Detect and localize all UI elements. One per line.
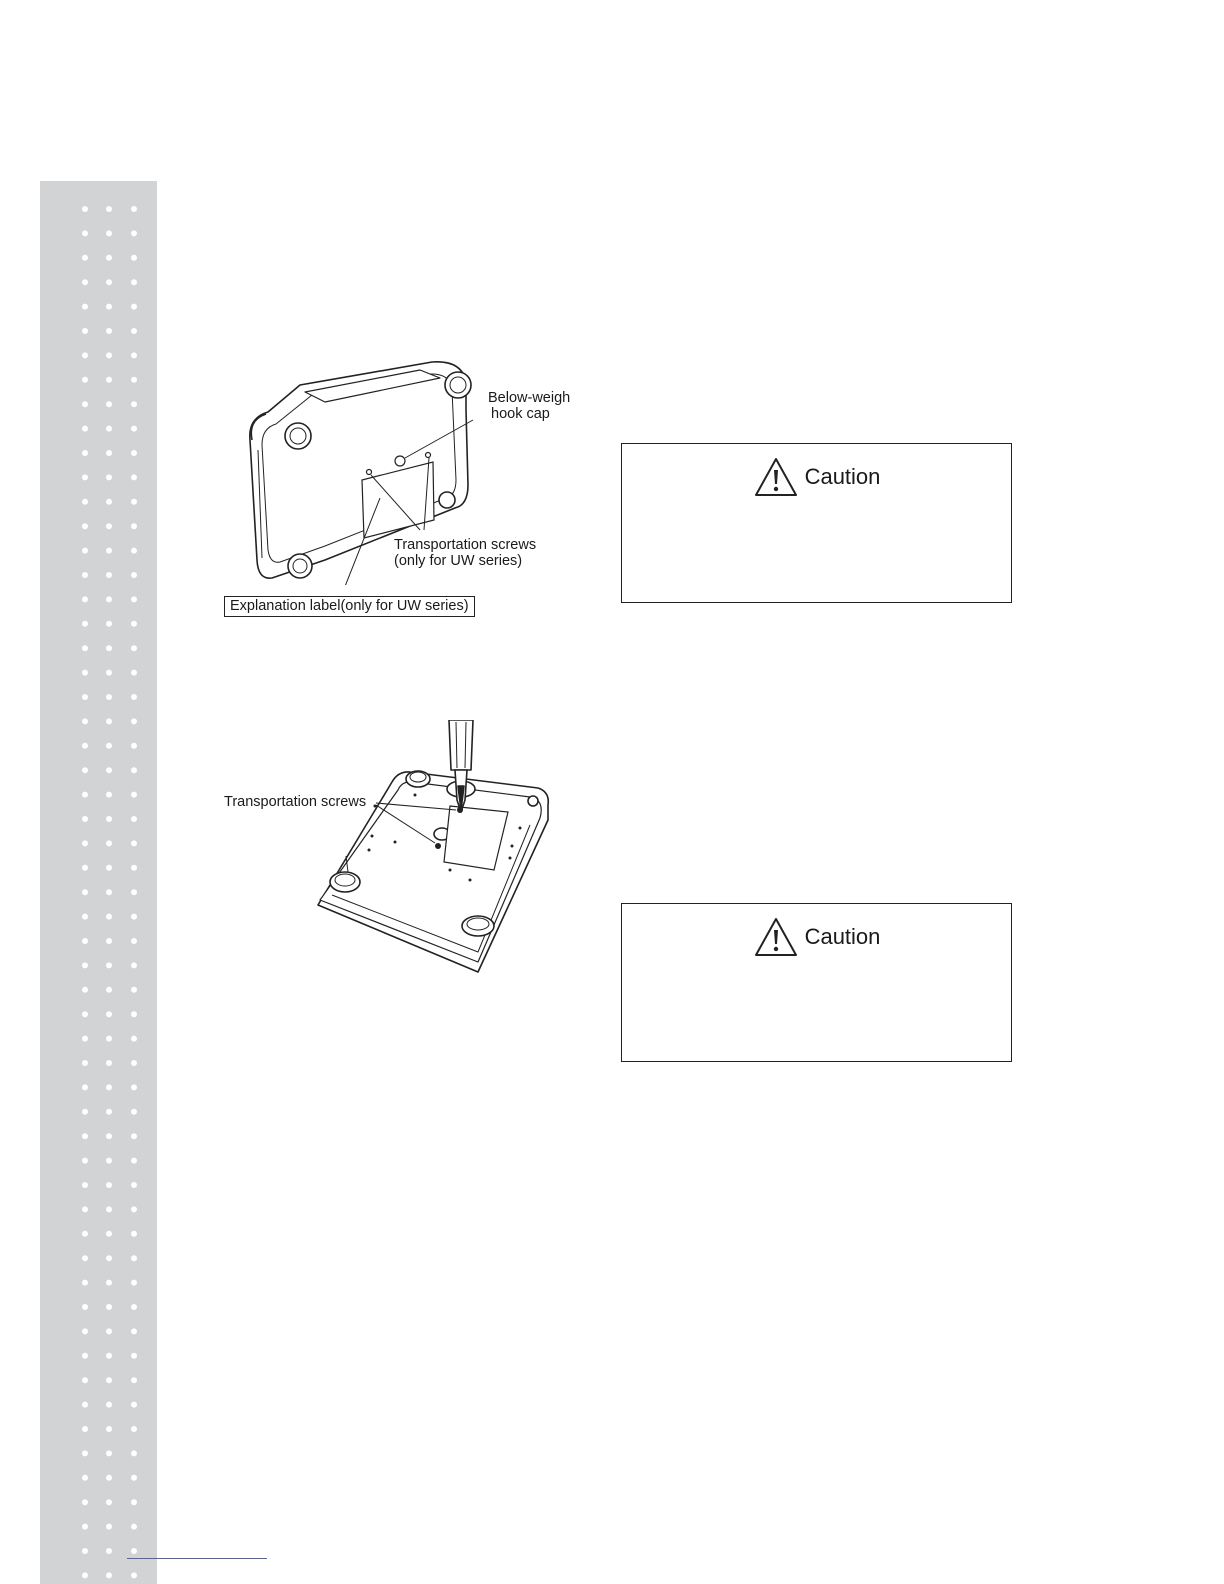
- sidebar-dot: [82, 206, 88, 212]
- sidebar-dot: [106, 572, 112, 578]
- sidebar-dot: [82, 767, 88, 773]
- sidebar-dot: [131, 1475, 137, 1481]
- sidebar-dot: [131, 1353, 137, 1359]
- sidebar-dot: [106, 987, 112, 993]
- sidebar-dot: [131, 840, 137, 846]
- sidebar-dot: [106, 767, 112, 773]
- sidebar-dot: [106, 1524, 112, 1530]
- sidebar-dot: [106, 474, 112, 480]
- sidebar-dot: [131, 1109, 137, 1115]
- sidebar-dot: [131, 938, 137, 944]
- sidebar-dot: [106, 1182, 112, 1188]
- sidebar-dot: [131, 792, 137, 798]
- sidebar-dot: [82, 1084, 88, 1090]
- sidebar-dot: [106, 1255, 112, 1261]
- sidebar-dot: [82, 938, 88, 944]
- sidebar-dot: [106, 548, 112, 554]
- sidebar-dot: [131, 743, 137, 749]
- sidebar-dot: [106, 840, 112, 846]
- sidebar-dot: [131, 279, 137, 285]
- sidebar-dot: [106, 1548, 112, 1554]
- sidebar-dot: [131, 914, 137, 920]
- sidebar-dot: [82, 1353, 88, 1359]
- sidebar-dot: [106, 938, 112, 944]
- sidebar-dot: [82, 1548, 88, 1554]
- sidebar-dot: [82, 1426, 88, 1432]
- sidebar-dot: [131, 255, 137, 261]
- sidebar-dot: [131, 352, 137, 358]
- sidebar-dot: [106, 1133, 112, 1139]
- sidebar-dot: [82, 1109, 88, 1115]
- sidebar-dot: [131, 1133, 137, 1139]
- sidebar-dot: [82, 962, 88, 968]
- sidebar-dot: [106, 670, 112, 676]
- sidebar-dot: [106, 426, 112, 432]
- sidebar-dot: [106, 1084, 112, 1090]
- sidebar-dot: [106, 1402, 112, 1408]
- sidebar-dot: [106, 523, 112, 529]
- dot-pattern: [40, 181, 157, 1584]
- sidebar-dot: [131, 987, 137, 993]
- sidebar-dot: [131, 230, 137, 236]
- sidebar-dot: [106, 865, 112, 871]
- sidebar-dot: [106, 328, 112, 334]
- sidebar-dot: [131, 621, 137, 627]
- sidebar-dot: [106, 645, 112, 651]
- sidebar-dot: [106, 377, 112, 383]
- sidebar-dot: [106, 230, 112, 236]
- sidebar-dot: [106, 1109, 112, 1115]
- sidebar-dot: [82, 1206, 88, 1212]
- sidebar-dot: [82, 914, 88, 920]
- sidebar-dot: [82, 596, 88, 602]
- sidebar-dot: [82, 1475, 88, 1481]
- sidebar-dot: [131, 1426, 137, 1432]
- sidebar-dot: [106, 1036, 112, 1042]
- sidebar-dot: [106, 450, 112, 456]
- sidebar-dot: [82, 987, 88, 993]
- sidebar-dot: [82, 1060, 88, 1066]
- sidebar-dot: [82, 1036, 88, 1042]
- sidebar-dot: [106, 621, 112, 627]
- sidebar-dot: [82, 401, 88, 407]
- sidebar-dot: [106, 1328, 112, 1334]
- sidebar-dot: [131, 426, 137, 432]
- sidebar-dot: [131, 1231, 137, 1237]
- sidebar-dot: [131, 1011, 137, 1017]
- sidebar-dot: [131, 450, 137, 456]
- sidebar-dot: [82, 352, 88, 358]
- sidebar-dot: [131, 1304, 137, 1310]
- sidebar-dot: [106, 1353, 112, 1359]
- sidebar-dot: [106, 352, 112, 358]
- sidebar-dot: [106, 1304, 112, 1310]
- sidebar-dot: [82, 1231, 88, 1237]
- sidebar-dot: [82, 621, 88, 627]
- warning-triangle-icon: [753, 456, 799, 498]
- sidebar-dot: [131, 767, 137, 773]
- sidebar-dot: [82, 1572, 88, 1578]
- sidebar-dot: [106, 255, 112, 261]
- sidebar-dot: [131, 1524, 137, 1530]
- sidebar-dot: [82, 426, 88, 432]
- sidebar-dot: [106, 1572, 112, 1578]
- sidebar-dot: [131, 377, 137, 383]
- sidebar-dot: [106, 401, 112, 407]
- screws-callout-uw-line1: Transportation screws: [394, 537, 537, 553]
- sidebar-dot: [82, 572, 88, 578]
- sidebar-dot: [106, 1060, 112, 1066]
- sidebar-dot: [131, 889, 137, 895]
- sidebar-dot: [131, 1255, 137, 1261]
- sidebar-dot: [106, 1450, 112, 1456]
- sidebar-dot: [106, 1206, 112, 1212]
- sidebar-dot: [131, 1182, 137, 1188]
- sidebar-dot: [131, 1036, 137, 1042]
- sidebar-dot: [131, 718, 137, 724]
- sidebar-dot: [131, 1158, 137, 1164]
- sidebar-dot: [82, 816, 88, 822]
- sidebar-dot: [82, 1133, 88, 1139]
- sidebar-dot: [106, 1231, 112, 1237]
- caution-box-1: [621, 443, 1012, 603]
- sidebar-dot: [131, 206, 137, 212]
- sidebar-dot: [106, 206, 112, 212]
- sidebar-dot: [106, 743, 112, 749]
- hook-cap-callout-line1: Below-weigh: [488, 390, 571, 406]
- sidebar-dot: [106, 1011, 112, 1017]
- sidebar-dot: [82, 865, 88, 871]
- sidebar-dot: [82, 279, 88, 285]
- sidebar-dot: [131, 1402, 137, 1408]
- sidebar-dot: [82, 328, 88, 334]
- sidebar-dot: [106, 962, 112, 968]
- caution-label-1: Caution: [804, 464, 881, 489]
- sidebar-dot: [82, 499, 88, 505]
- sidebar-dot: [82, 450, 88, 456]
- sidebar-dot: [131, 816, 137, 822]
- sidebar-dot: [82, 523, 88, 529]
- sidebar-dot: [106, 1499, 112, 1505]
- hook-cap-callout: [488, 390, 570, 422]
- sidebar-dot: [106, 816, 112, 822]
- sidebar-dot: [82, 645, 88, 651]
- sidebar-dot: [82, 1182, 88, 1188]
- sidebar-dot: [131, 645, 137, 651]
- sidebar-dot: [131, 694, 137, 700]
- sidebar-dot: [106, 1158, 112, 1164]
- decorative-sidebar: [40, 181, 157, 1584]
- sidebar-dot: [131, 1280, 137, 1286]
- sidebar-dot: [106, 596, 112, 602]
- screw-removal-illustration: [312, 720, 557, 982]
- sidebar-dot: [82, 1524, 88, 1530]
- sidebar-dot: [131, 474, 137, 480]
- sidebar-dot: [106, 718, 112, 724]
- sidebar-dot: [131, 523, 137, 529]
- sidebar-dot: [82, 718, 88, 724]
- sidebar-dot: [131, 328, 137, 334]
- footer-link-underline: [127, 1558, 267, 1559]
- sidebar-dot: [82, 1499, 88, 1505]
- sidebar-dot: [131, 962, 137, 968]
- sidebar-dot: [131, 1377, 137, 1383]
- sidebar-dot: [82, 377, 88, 383]
- explanation-label-box: Explanation label(only for UW series): [224, 596, 475, 617]
- sidebar-dot: [131, 548, 137, 554]
- sidebar-dot: [82, 1255, 88, 1261]
- sidebar-dot: [106, 1475, 112, 1481]
- sidebar-dot: [82, 1402, 88, 1408]
- sidebar-dot: [131, 596, 137, 602]
- sidebar-dot: [131, 1084, 137, 1090]
- sidebar-dot: [82, 670, 88, 676]
- sidebar-dot: [82, 1304, 88, 1310]
- sidebar-dot: [106, 499, 112, 505]
- sidebar-dot: [131, 670, 137, 676]
- sidebar-dot: [82, 792, 88, 798]
- sidebar-dot: [82, 255, 88, 261]
- sidebar-dot: [82, 1328, 88, 1334]
- sidebar-dot: [82, 743, 88, 749]
- sidebar-dot: [131, 1499, 137, 1505]
- sidebar-dot: [82, 889, 88, 895]
- sidebar-dot: [82, 548, 88, 554]
- caution-box-2: [621, 903, 1012, 1062]
- sidebar-dot: [131, 304, 137, 310]
- caution-header-2: [622, 916, 1011, 958]
- sidebar-dot: [106, 914, 112, 920]
- sidebar-dot: [82, 1280, 88, 1286]
- sidebar-dot: [82, 1450, 88, 1456]
- screws-callout-uw: [394, 537, 536, 569]
- sidebar-dot: [131, 499, 137, 505]
- screws-callout-uw-line2: (only for UW series): [394, 553, 523, 569]
- sidebar-dot: [131, 1450, 137, 1456]
- caution-label-2: Caution: [804, 924, 881, 949]
- sidebar-dot: [131, 572, 137, 578]
- sidebar-dot: [82, 230, 88, 236]
- sidebar-dot: [82, 474, 88, 480]
- sidebar-dot: [82, 840, 88, 846]
- sidebar-dot: [82, 694, 88, 700]
- sidebar-dot: [82, 1377, 88, 1383]
- sidebar-dot: [106, 1377, 112, 1383]
- sidebar-dot: [106, 1426, 112, 1432]
- sidebar-dot: [106, 694, 112, 700]
- sidebar-dot: [106, 889, 112, 895]
- sidebar-dot: [131, 865, 137, 871]
- sidebar-dot: [106, 304, 112, 310]
- sidebar-dot: [131, 1206, 137, 1212]
- caution-header-1: [622, 456, 1011, 498]
- sidebar-dot: [131, 401, 137, 407]
- hook-cap-callout-line2: hook cap: [491, 406, 550, 422]
- sidebar-dot: [131, 1548, 137, 1554]
- sidebar-dot: [131, 1060, 137, 1066]
- sidebar-dot: [106, 792, 112, 798]
- sidebar-dot: [106, 1280, 112, 1286]
- sidebar-dot: [131, 1328, 137, 1334]
- sidebar-dot: [82, 1158, 88, 1164]
- sidebar-dot: [106, 279, 112, 285]
- screws-callout: Transportation screws: [224, 794, 367, 810]
- sidebar-dot: [82, 1011, 88, 1017]
- sidebar-dot: [82, 304, 88, 310]
- sidebar-dot: [131, 1572, 137, 1578]
- warning-triangle-icon: [753, 916, 799, 958]
